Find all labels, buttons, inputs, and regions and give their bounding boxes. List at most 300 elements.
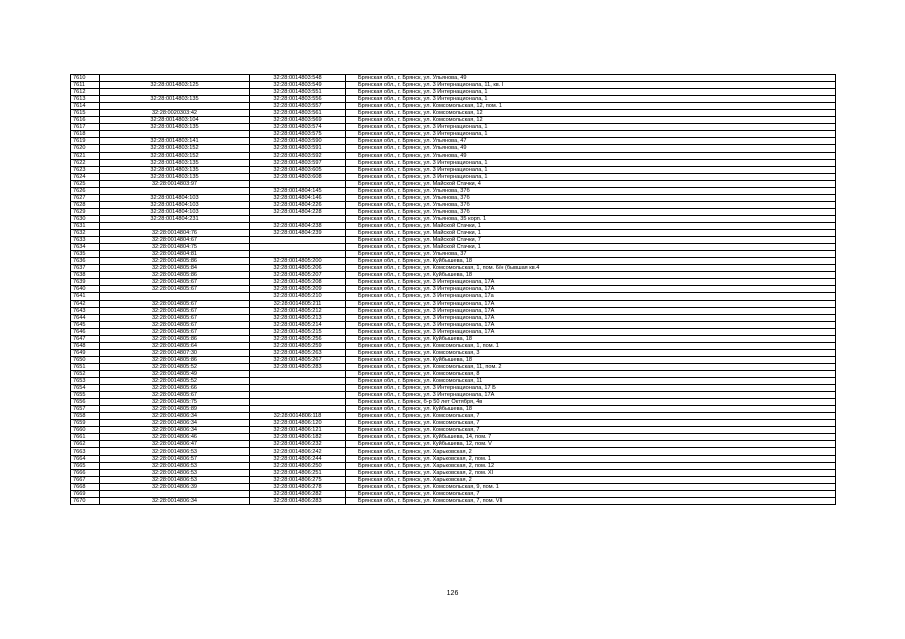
row-number-cell: 7611 bbox=[71, 82, 100, 89]
cadastral-number-cell: 32:28:0014803:575 bbox=[250, 131, 346, 138]
address-cell: Брянская обл., г. Брянск, ул. Харьковская, 2, пом. 1 bbox=[346, 455, 836, 462]
row-number-cell: 7644 bbox=[71, 314, 100, 321]
table-row bbox=[71, 222, 836, 229]
table-row bbox=[71, 75, 836, 82]
row-number-cell: 7617 bbox=[71, 124, 100, 131]
row-number-cell: 7668 bbox=[71, 483, 100, 490]
address-cell: Брянская обл., г. Брянск, ул. 3 Интернационала, 1 bbox=[346, 173, 836, 180]
cadastral-number-cell: 32:28:0014805:211 bbox=[250, 300, 346, 307]
address-cell: Брянская обл., г. Брянск, ул. 3 Интернационала, 17А bbox=[346, 392, 836, 399]
parent-cadastral-number-cell: 32:28:0014803:97 bbox=[100, 180, 250, 187]
cadastral-number-cell: 32:28:0014804:238 bbox=[250, 222, 346, 229]
row-number-cell: 7637 bbox=[71, 265, 100, 272]
address-cell: Брянская обл., г. Брянск, ул. Майской Стачки, 7 bbox=[346, 237, 836, 244]
address-cell: Брянская обл., г. Брянск, ул. Ульянова, 37б bbox=[346, 201, 836, 208]
table-row bbox=[71, 349, 836, 356]
table-row bbox=[71, 406, 836, 413]
table-row bbox=[71, 251, 836, 258]
row-number-cell: 7659 bbox=[71, 420, 100, 427]
parent-cadastral-number-cell: 32:28:0014805:67 bbox=[100, 328, 250, 335]
parent-cadastral-number-cell bbox=[100, 222, 250, 229]
row-number-cell: 7634 bbox=[71, 244, 100, 251]
table-row bbox=[71, 244, 836, 251]
table-row bbox=[71, 356, 836, 363]
address-cell: Брянская обл., г. Брянск, ул. Ульянова, 35 корп. 1 bbox=[346, 215, 836, 222]
cadastral-number-cell: 32:28:0014804:239 bbox=[250, 230, 346, 237]
row-number-cell: 7635 bbox=[71, 251, 100, 258]
address-cell: Брянская обл., г. Брянск, ул. Комсомольская, 12 bbox=[346, 110, 836, 117]
address-cell: Брянская обл., г. Брянск, ул. 3 Интернационала, 17А bbox=[346, 286, 836, 293]
table-row bbox=[71, 469, 836, 476]
row-number-cell: 7642 bbox=[71, 300, 100, 307]
parent-cadastral-number-cell: 32:28:0014805:86 bbox=[100, 258, 250, 265]
address-cell: Брянская обл., г. Брянск, ул. Ульянова, 37б bbox=[346, 187, 836, 194]
cadastral-number-cell: 32:28:0014805:256 bbox=[250, 335, 346, 342]
table-row bbox=[71, 201, 836, 208]
parent-cadastral-number-cell bbox=[100, 131, 250, 138]
table-row bbox=[71, 385, 836, 392]
table-row bbox=[71, 497, 836, 504]
table-row bbox=[71, 462, 836, 469]
cadastral-number-cell bbox=[250, 385, 346, 392]
parent-cadastral-number-cell: 32:28:0014806:53 bbox=[100, 469, 250, 476]
parent-cadastral-number-cell: 32:28:0014805:86 bbox=[100, 356, 250, 363]
parent-cadastral-number-cell: 32:28:0014805:89 bbox=[100, 406, 250, 413]
parent-cadastral-number-cell: 32:28:0014805:64 bbox=[100, 342, 250, 349]
row-number-cell: 7660 bbox=[71, 427, 100, 434]
table-row bbox=[71, 293, 836, 300]
registry-table bbox=[70, 74, 836, 505]
parent-cadastral-number-cell: 32:28:0014805:86 bbox=[100, 272, 250, 279]
parent-cadastral-number-cell bbox=[100, 187, 250, 194]
parent-cadastral-number-cell: 32:28:0014806:57 bbox=[100, 455, 250, 462]
cadastral-number-cell: 32:28:0014803:590 bbox=[250, 138, 346, 145]
address-cell: Брянская обл., г. Брянск, ул. Комсомольская, 11, пом. 2 bbox=[346, 363, 836, 370]
address-cell: Брянская обл., г. Брянск, ул. Ульянова, 37 bbox=[346, 251, 836, 258]
table-row bbox=[71, 110, 836, 117]
row-number-cell: 7630 bbox=[71, 215, 100, 222]
parent-cadastral-number-cell: 32:28:0014803:135 bbox=[100, 173, 250, 180]
address-cell: Брянская обл., г. Брянск, ул. Майской Стачки, 1 bbox=[346, 230, 836, 237]
parent-cadastral-number-cell: 32:28:0014803:152 bbox=[100, 152, 250, 159]
address-cell: Брянская обл., г. Брянск, ул. Куйбышева, 14, пом. 7 bbox=[346, 434, 836, 441]
table-row bbox=[71, 392, 836, 399]
parent-cadastral-number-cell: 32:28:0014805:67 bbox=[100, 321, 250, 328]
row-number-cell: 7629 bbox=[71, 208, 100, 215]
parent-cadastral-number-cell: 32:28:0014806:47 bbox=[100, 441, 250, 448]
address-cell: Брянская обл., г. Брянск, ул. 3 Интернационала, 1 bbox=[346, 159, 836, 166]
parent-cadastral-number-cell: 32:28:0014806:34 bbox=[100, 413, 250, 420]
table-row bbox=[71, 152, 836, 159]
address-cell: Брянская обл., г. Брянск, ул. Комсомольская, 7 bbox=[346, 413, 836, 420]
table-row bbox=[71, 279, 836, 286]
table-row bbox=[71, 117, 836, 124]
address-cell: Брянская обл., г. Брянск, ул. 3 Интернационала, 17 Б bbox=[346, 385, 836, 392]
cadastral-number-cell: 32:28:0014806:118 bbox=[250, 413, 346, 420]
cadastral-number-cell: 32:28:0014805:206 bbox=[250, 265, 346, 272]
cadastral-number-cell bbox=[250, 406, 346, 413]
cadastral-number-cell: 32:28:0014806:242 bbox=[250, 448, 346, 455]
table-row bbox=[71, 476, 836, 483]
parent-cadastral-number-cell: 32:28:0014803:135 bbox=[100, 96, 250, 103]
table-row bbox=[71, 131, 836, 138]
address-cell: Брянская обл., г. Брянск, ул. Майской Стачки, 1 bbox=[346, 244, 836, 251]
cadastral-number-cell: 32:28:0014805:207 bbox=[250, 272, 346, 279]
row-number-cell: 7622 bbox=[71, 159, 100, 166]
table-row bbox=[71, 208, 836, 215]
cadastral-number-cell: 32:28:0014806:251 bbox=[250, 469, 346, 476]
registry-table-body bbox=[71, 75, 836, 505]
row-number-cell: 7645 bbox=[71, 321, 100, 328]
row-number-cell: 7662 bbox=[71, 441, 100, 448]
cadastral-number-cell: 32:28:0014806:232 bbox=[250, 441, 346, 448]
address-cell: Брянская обл., г. Брянск, ул. Куйбышева, 18 bbox=[346, 258, 836, 265]
parent-cadastral-number-cell: 32:28:0014805:86 bbox=[100, 335, 250, 342]
parent-cadastral-number-cell: 32:28:0014805:67 bbox=[100, 392, 250, 399]
parent-cadastral-number-cell: 32:28:0014805:67 bbox=[100, 307, 250, 314]
cadastral-number-cell: 32:28:0014805:209 bbox=[250, 286, 346, 293]
table-row bbox=[71, 314, 836, 321]
parent-cadastral-number-cell: 32:28:0014803:125 bbox=[100, 82, 250, 89]
row-number-cell: 7661 bbox=[71, 434, 100, 441]
cadastral-number-cell: 32:28:0014806:121 bbox=[250, 427, 346, 434]
parent-cadastral-number-cell: 32:28:0014805:75 bbox=[100, 399, 250, 406]
cadastral-number-cell: 32:28:0014806:278 bbox=[250, 483, 346, 490]
parent-cadastral-number-cell bbox=[100, 490, 250, 497]
address-cell: Брянская обл., г. Брянск, ул. Комсомольская, 7 bbox=[346, 427, 836, 434]
cadastral-number-cell: 32:28:0014805:214 bbox=[250, 321, 346, 328]
address-cell: Брянская обл., г. Брянск, ул. Ульянова, 37б bbox=[346, 194, 836, 201]
table-row bbox=[71, 321, 836, 328]
row-number-cell: 7663 bbox=[71, 448, 100, 455]
table-row bbox=[71, 490, 836, 497]
row-number-cell: 7654 bbox=[71, 385, 100, 392]
address-cell: Брянская обл., г. Брянск, ул. Куйбышева, 18 bbox=[346, 335, 836, 342]
table-row bbox=[71, 328, 836, 335]
parent-cadastral-number-cell: 32:28:0014806:53 bbox=[100, 462, 250, 469]
address-cell: Брянская обл., г. Брянск, ул. Комсомольская, 7, пом. VII bbox=[346, 497, 836, 504]
address-cell: Брянская обл., г. Брянск, ул. Комсомольская, 9, пом. 1 bbox=[346, 483, 836, 490]
cadastral-number-cell: 32:28:0014803:557 bbox=[250, 103, 346, 110]
table-row bbox=[71, 237, 836, 244]
table-row bbox=[71, 335, 836, 342]
address-cell: Брянская обл., г. Брянск, ул. Комсомольская, 12, пом. 1 bbox=[346, 103, 836, 110]
cadastral-number-cell: 32:28:0014804:145 bbox=[250, 187, 346, 194]
address-cell: Брянская обл., г. Брянск, ул. Комсомольская, 11 bbox=[346, 378, 836, 385]
address-cell: Брянская обл., г. Брянск, ул. Комсомольская, 1, пом. 1 bbox=[346, 342, 836, 349]
row-number-cell: 7625 bbox=[71, 180, 100, 187]
table-row bbox=[71, 187, 836, 194]
cadastral-number-cell: 32:28:0014803:574 bbox=[250, 124, 346, 131]
address-cell: Брянская обл., г. Брянск, ул. 3 Интернационала, 17А bbox=[346, 321, 836, 328]
address-cell: Брянская обл., г. Брянск, ул. Харьковская, 2, пом. 12 bbox=[346, 462, 836, 469]
row-number-cell: 7633 bbox=[71, 237, 100, 244]
parent-cadastral-number-cell: 32:28:0014805:66 bbox=[100, 385, 250, 392]
parent-cadastral-number-cell: 32:28:0014805:67 bbox=[100, 314, 250, 321]
address-cell: Брянская обл., г. Брянск, ул. Куйбышева, 18 bbox=[346, 356, 836, 363]
cadastral-number-cell: 32:28:0014803:551 bbox=[250, 89, 346, 96]
address-cell: Брянская обл., г. Брянск, ул. 3 Интернационала, 17А bbox=[346, 300, 836, 307]
parent-cadastral-number-cell: 32:28:0014804:75 bbox=[100, 244, 250, 251]
cadastral-number-cell: 32:28:0014805:215 bbox=[250, 328, 346, 335]
address-cell: Брянская обл., г. Брянск, ул. 3 Интернационала, 17А bbox=[346, 314, 836, 321]
address-cell: Брянская обл., г. Брянск, ул. 3 Интернационала, 1 bbox=[346, 124, 836, 131]
table-row bbox=[71, 230, 836, 237]
address-cell: Брянская обл., г. Брянск, ул. 3 Интернационала, 1 bbox=[346, 166, 836, 173]
row-number-cell: 7631 bbox=[71, 222, 100, 229]
table-row bbox=[71, 89, 836, 96]
table-row bbox=[71, 258, 836, 265]
row-number-cell: 7639 bbox=[71, 279, 100, 286]
parent-cadastral-number-cell: 32:28:0014806:34 bbox=[100, 420, 250, 427]
address-cell: Брянская обл., г. Брянск, ул. Комсомольская, 1, пом. 6/н (бывшая кв.4 bbox=[346, 265, 836, 272]
table-row bbox=[71, 173, 836, 180]
table-row bbox=[71, 370, 836, 377]
row-number-cell: 7643 bbox=[71, 307, 100, 314]
address-cell: Брянская обл., г. Брянск, ул. Куйбышева, 18 bbox=[346, 272, 836, 279]
row-number-cell: 7616 bbox=[71, 117, 100, 124]
parent-cadastral-number-cell: 32:28:0014805:52 bbox=[100, 363, 250, 370]
row-number-cell: 7646 bbox=[71, 328, 100, 335]
address-cell: Брянская обл., г. Брянск, ул. 3 Интернационала, 1 bbox=[346, 89, 836, 96]
parent-cadastral-number-cell: 32:28:0014805:49 bbox=[100, 370, 250, 377]
parent-cadastral-number-cell: 32:28:0014804:81 bbox=[100, 251, 250, 258]
table-row bbox=[71, 455, 836, 462]
address-cell: Брянская обл., г. Брянск, ул. Комсомольская, 7 bbox=[346, 490, 836, 497]
row-number-cell: 7666 bbox=[71, 469, 100, 476]
parent-cadastral-number-cell bbox=[100, 75, 250, 82]
address-cell: Брянская обл., г. Брянск, ул. Ульянова, 49 bbox=[346, 145, 836, 152]
address-cell: Брянская обл., г. Брянск, ул. Ульянова, 37б bbox=[346, 208, 836, 215]
cadastral-number-cell: 32:28:0014805:263 bbox=[250, 349, 346, 356]
parent-cadastral-number-cell bbox=[100, 103, 250, 110]
parent-cadastral-number-cell: 32:28:0014803:135 bbox=[100, 159, 250, 166]
row-number-cell: 7649 bbox=[71, 349, 100, 356]
parent-cadastral-number-cell: 32:28:0014805:67 bbox=[100, 286, 250, 293]
table-row bbox=[71, 103, 836, 110]
table-row bbox=[71, 180, 836, 187]
address-cell: Брянская обл., г. Брянск, ул. Майской Стачки, 4 bbox=[346, 180, 836, 187]
parent-cadastral-number-cell: 32:28:0014807:30 bbox=[100, 349, 250, 356]
address-cell: Брянская обл., г. Брянск, ул. 3 Интернационала, 17А bbox=[346, 279, 836, 286]
table-row bbox=[71, 378, 836, 385]
address-cell: Брянская обл., г. Брянск, ул. Ульянова, 49 bbox=[346, 152, 836, 159]
address-cell: Брянская обл., г. Брянск, ул. 3 Интернационала, 17А bbox=[346, 328, 836, 335]
cadastral-number-cell: 32:28:0014804:146 bbox=[250, 194, 346, 201]
cadastral-number-cell bbox=[250, 378, 346, 385]
row-number-cell: 7640 bbox=[71, 286, 100, 293]
row-number-cell: 7652 bbox=[71, 370, 100, 377]
row-number-cell: 7667 bbox=[71, 476, 100, 483]
table-row bbox=[71, 427, 836, 434]
row-number-cell: 7665 bbox=[71, 462, 100, 469]
row-number-cell: 7615 bbox=[71, 110, 100, 117]
row-number-cell: 7653 bbox=[71, 378, 100, 385]
parent-cadastral-number-cell: 32:28:0014805:67 bbox=[100, 279, 250, 286]
parent-cadastral-number-cell: 32:28:0014804:103 bbox=[100, 201, 250, 208]
table-row bbox=[71, 483, 836, 490]
cadastral-number-cell: 32:28:0014805:283 bbox=[250, 363, 346, 370]
cadastral-number-cell: 32:28:0014803:556 bbox=[250, 96, 346, 103]
row-number-cell: 7610 bbox=[71, 75, 100, 82]
row-number-cell: 7613 bbox=[71, 96, 100, 103]
cadastral-number-cell: 32:28:0014803:569 bbox=[250, 117, 346, 124]
cadastral-number-cell: 32:28:0014805:213 bbox=[250, 314, 346, 321]
parent-cadastral-number-cell: 32:28:0014803:104 bbox=[100, 117, 250, 124]
cadastral-number-cell: 32:28:0014806:182 bbox=[250, 434, 346, 441]
parent-cadastral-number-cell: 32:28:0014804:103 bbox=[100, 194, 250, 201]
parent-cadastral-number-cell: 32:28:0014805:67 bbox=[100, 300, 250, 307]
table-row bbox=[71, 363, 836, 370]
table-row bbox=[71, 166, 836, 173]
cadastral-number-cell: 32:28:0014806:120 bbox=[250, 420, 346, 427]
parent-cadastral-number-cell: 32:28:0014806:46 bbox=[100, 434, 250, 441]
parent-cadastral-number-cell: 32:28:0014805:52 bbox=[100, 378, 250, 385]
cadastral-number-cell: 32:28:0014806:244 bbox=[250, 455, 346, 462]
address-cell: Брянская обл., г. Брянск, ул. Ульянова, 47 bbox=[346, 138, 836, 145]
cadastral-number-cell: 32:28:0014806:282 bbox=[250, 490, 346, 497]
table-row bbox=[71, 138, 836, 145]
row-number-cell: 7621 bbox=[71, 152, 100, 159]
row-number-cell: 7647 bbox=[71, 335, 100, 342]
address-cell: Брянская обл., г. Брянск, ул. Харьковская, 2 bbox=[346, 476, 836, 483]
parent-cadastral-number-cell bbox=[100, 293, 250, 300]
cadastral-number-cell: 32:28:0014803:592 bbox=[250, 152, 346, 159]
cadastral-number-cell bbox=[250, 370, 346, 377]
cadastral-number-cell: 32:28:0014806:275 bbox=[250, 476, 346, 483]
cadastral-number-cell: 32:28:0014804:226 bbox=[250, 201, 346, 208]
row-number-cell: 7614 bbox=[71, 103, 100, 110]
address-cell: Брянская обл., г. Брянск, ул. 3 Интернационала, 1 bbox=[346, 96, 836, 103]
parent-cadastral-number-cell: 32:28:0014806:34 bbox=[100, 497, 250, 504]
address-cell: Брянская обл., г. Брянск, ул. Ульянова, 49 bbox=[346, 75, 836, 82]
table-row bbox=[71, 399, 836, 406]
table-row bbox=[71, 300, 836, 307]
table-row bbox=[71, 194, 836, 201]
address-cell: Брянская обл., г. Брянск, б-р 50 лет Октября, 4в bbox=[346, 399, 836, 406]
row-number-cell: 7664 bbox=[71, 455, 100, 462]
cadastral-number-cell: 32:28:0014803:608 bbox=[250, 173, 346, 180]
table-row bbox=[71, 307, 836, 314]
table-row bbox=[71, 413, 836, 420]
row-number-cell: 7651 bbox=[71, 363, 100, 370]
table-row bbox=[71, 272, 836, 279]
cadastral-number-cell: 32:28:0014805:212 bbox=[250, 307, 346, 314]
page-number: 126 bbox=[446, 590, 459, 597]
row-number-cell: 7612 bbox=[71, 89, 100, 96]
address-cell: Брянская обл., г. Брянск, ул. 3 Интернационала, 1 bbox=[346, 131, 836, 138]
row-number-cell: 7619 bbox=[71, 138, 100, 145]
parent-cadastral-number-cell: 32:28:0014804:76 bbox=[100, 230, 250, 237]
table-row bbox=[71, 420, 836, 427]
row-number-cell: 7657 bbox=[71, 406, 100, 413]
cadastral-number-cell bbox=[250, 392, 346, 399]
cadastral-number-cell bbox=[250, 215, 346, 222]
table-row bbox=[71, 441, 836, 448]
parent-cadastral-number-cell: 32:28:0014803:135 bbox=[100, 166, 250, 173]
cadastral-number-cell: 32:28:0014804:228 bbox=[250, 208, 346, 215]
row-number-cell: 7618 bbox=[71, 131, 100, 138]
parent-cadastral-number-cell: 32:28:0014804:67 bbox=[100, 237, 250, 244]
parent-cadastral-number-cell: 32:28:0014803:152 bbox=[100, 145, 250, 152]
cadastral-number-cell: 32:28:0014805:208 bbox=[250, 279, 346, 286]
parent-cadastral-number-cell: 32:28:0014806:39 bbox=[100, 483, 250, 490]
cadastral-number-cell: 32:28:0014805:259 bbox=[250, 342, 346, 349]
address-cell: Брянская обл., г. Брянск, ул. Куйбышева, 18 bbox=[346, 406, 836, 413]
row-number-cell: 7641 bbox=[71, 293, 100, 300]
address-cell: Брянская обл., г. Брянск, ул. 3 Интернационала, 11, кв. I bbox=[346, 82, 836, 89]
parent-cadastral-number-cell: 32:28:0014806:34 bbox=[100, 427, 250, 434]
cadastral-number-cell bbox=[250, 244, 346, 251]
table-row bbox=[71, 96, 836, 103]
address-cell: Брянская обл., г. Брянск, ул. Майской Стачки, 1 bbox=[346, 222, 836, 229]
parent-cadastral-number-cell: 32:28:0014803:135 bbox=[100, 124, 250, 131]
cadastral-number-cell: 32:28:0014803:549 bbox=[250, 82, 346, 89]
row-number-cell: 7620 bbox=[71, 145, 100, 152]
address-cell: Брянская обл., г. Брянск, ул. Харьковская, 2, пом. XI bbox=[346, 469, 836, 476]
table-row bbox=[71, 342, 836, 349]
table-row bbox=[71, 265, 836, 272]
address-cell: Брянская обл., г. Брянск, ул. Куйбышева, 12, пом. V bbox=[346, 441, 836, 448]
row-number-cell: 7650 bbox=[71, 356, 100, 363]
table-row bbox=[71, 145, 836, 152]
parent-cadastral-number-cell: 32:28:0014806:53 bbox=[100, 476, 250, 483]
parent-cadastral-number-cell: 32:28:0014804:103 bbox=[100, 208, 250, 215]
row-number-cell: 7627 bbox=[71, 194, 100, 201]
parent-cadastral-number-cell: 32:28:0014805:84 bbox=[100, 265, 250, 272]
row-number-cell: 7670 bbox=[71, 497, 100, 504]
cadastral-number-cell: 32:28:0014803:597 bbox=[250, 159, 346, 166]
row-number-cell: 7655 bbox=[71, 392, 100, 399]
row-number-cell: 7623 bbox=[71, 166, 100, 173]
table-row bbox=[71, 124, 836, 131]
cadastral-number-cell bbox=[250, 399, 346, 406]
cadastral-number-cell: 32:28:0014806:283 bbox=[250, 497, 346, 504]
table-row bbox=[71, 434, 836, 441]
parent-cadastral-number-cell: 32:28:0020303:42 bbox=[100, 110, 250, 117]
row-number-cell: 7638 bbox=[71, 272, 100, 279]
address-cell: Брянская обл., г. Брянск, ул. Комсомольская, 12 bbox=[346, 117, 836, 124]
row-number-cell: 7626 bbox=[71, 187, 100, 194]
cadastral-number-cell: 32:28:0014806:250 bbox=[250, 462, 346, 469]
address-cell: Брянская обл., г. Брянск, ул. Харьковская, 2 bbox=[346, 448, 836, 455]
cadastral-number-cell: 32:28:0014805:200 bbox=[250, 258, 346, 265]
table-row bbox=[71, 448, 836, 455]
row-number-cell: 7624 bbox=[71, 173, 100, 180]
parent-cadastral-number-cell: 32:28:0014804:231 bbox=[100, 215, 250, 222]
row-number-cell: 7658 bbox=[71, 413, 100, 420]
parent-cadastral-number-cell: 32:28:0014803:141 bbox=[100, 138, 250, 145]
row-number-cell: 7628 bbox=[71, 201, 100, 208]
cadastral-number-cell: 32:28:0014805:267 bbox=[250, 356, 346, 363]
row-number-cell: 7656 bbox=[71, 399, 100, 406]
cadastral-number-cell: 32:28:0014805:210 bbox=[250, 293, 346, 300]
row-number-cell: 7669 bbox=[71, 490, 100, 497]
address-cell: Брянская обл., г. Брянск, ул. Комсомольская, 7 bbox=[346, 420, 836, 427]
row-number-cell: 7636 bbox=[71, 258, 100, 265]
address-cell: Брянская обл., г. Брянск, ул. 3 Интернационала, 17А bbox=[346, 307, 836, 314]
cadastral-number-cell: 32:28:0014803:548 bbox=[250, 75, 346, 82]
table-row bbox=[71, 159, 836, 166]
row-number-cell: 7648 bbox=[71, 342, 100, 349]
row-number-cell: 7632 bbox=[71, 230, 100, 237]
cadastral-number-cell: 32:28:0014803:591 bbox=[250, 145, 346, 152]
cadastral-number-cell: 32:28:0014803:561 bbox=[250, 110, 346, 117]
table-row bbox=[71, 82, 836, 89]
address-cell: Брянская обл., г. Брянск, ул. Комсомольская, 3 bbox=[346, 349, 836, 356]
table-row bbox=[71, 286, 836, 293]
cadastral-number-cell bbox=[250, 180, 346, 187]
